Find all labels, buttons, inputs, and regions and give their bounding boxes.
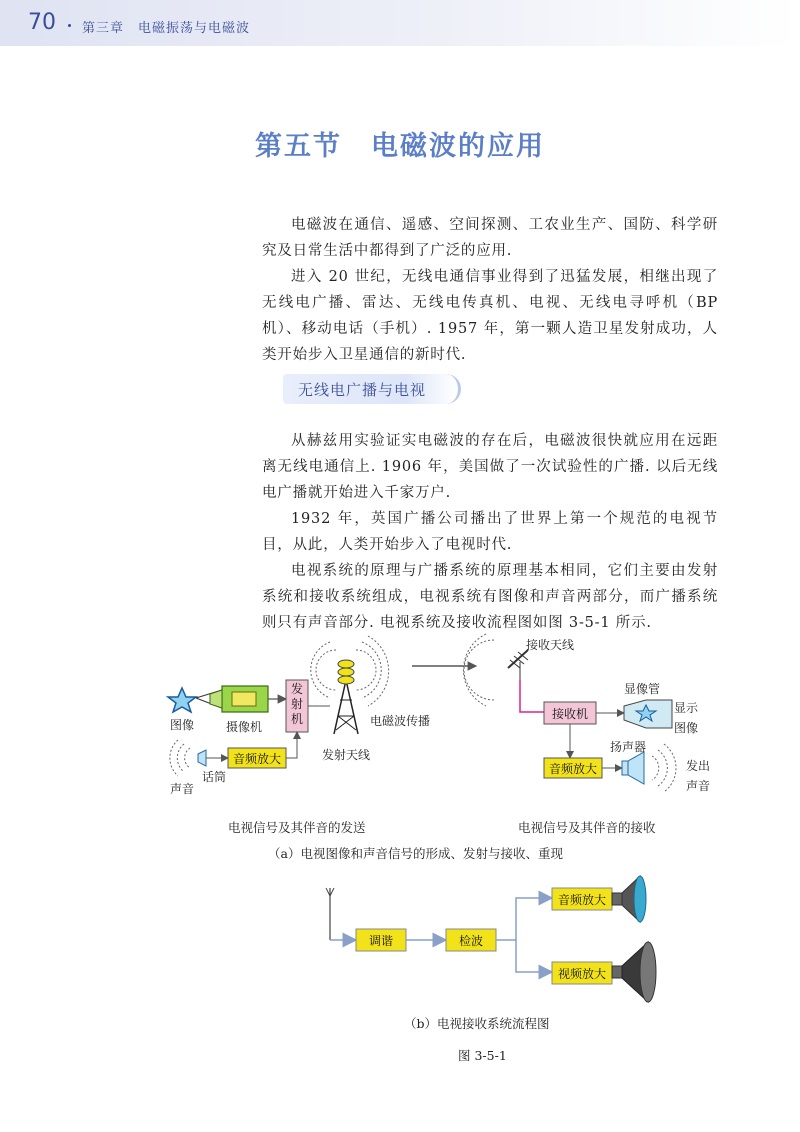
paragraph-history: 进入 20 世纪，无线电通信事业得到了迅猛发展，相继出现了无线电广播、雷达、无线电传真机、电视、无线电寻呼机（BP 机）、移动电话（手机）. 1957 年，第一颗人造卫星发射成功，人类开始步入卫星通信的新时代. xyxy=(262,269,718,363)
receive-antenna-icon xyxy=(463,634,528,706)
label-speaker: 扬声器 xyxy=(610,740,647,754)
figure-number: 图 3-5-1 xyxy=(458,1048,507,1063)
label-audio-amp: 音频放大 xyxy=(232,752,281,766)
label-sound: 声音 xyxy=(170,782,195,796)
label-tx-antenna: 发射天线 xyxy=(322,748,371,762)
paragraph-radio: 从赫兹用实验证实电磁波的存在后，电磁波很快就应用在远距离无线电通信上. 1906 年，美国做了一次试验性的广播. 以后无线电广播就开始进入千家万户. xyxy=(262,433,718,501)
camera-icon xyxy=(210,686,286,712)
label-tuning: 调谐 xyxy=(368,934,393,948)
label-b-audio-amp: 音频放大 xyxy=(557,893,606,907)
section-title: 第五节 电磁波的应用 xyxy=(255,131,545,162)
label-crt: 显像管 xyxy=(624,682,661,696)
label-rx-audio-amp: 音频放大 xyxy=(548,762,597,776)
page-number: 70 xyxy=(28,10,56,35)
caption-receive: 电视信号及其伴音的接收 xyxy=(518,820,656,835)
caption-figure-b: （b）电视接收系统流程图 xyxy=(404,1016,550,1031)
antenna-feed xyxy=(520,680,544,712)
label-display-image: 显示图像 xyxy=(674,701,699,735)
label-sound-out: 发出声音 xyxy=(686,759,711,793)
crt-icon xyxy=(624,700,672,728)
caption-figure-a: （a）电视图像和声音信号的形成、发射与接收、重现 xyxy=(268,846,563,861)
label-transmitter: 发射机 xyxy=(290,682,303,726)
label-b-video-amp: 视频放大 xyxy=(557,967,606,981)
caption-send: 电视信号及其伴音的发送 xyxy=(228,820,366,835)
chapter-title: 第三章 电磁振荡与电磁波 xyxy=(82,21,251,36)
label-rx-antenna: 接收天线 xyxy=(526,638,575,652)
label-receiver: 接收机 xyxy=(551,707,588,721)
scene-star-icon xyxy=(168,688,196,712)
label-detection: 检波 xyxy=(458,934,483,948)
label-image: 图像 xyxy=(170,718,195,732)
label-camera: 摄像机 xyxy=(226,720,263,734)
paragraph-intro: 电磁波在通信、遥感、空间探测、工农业生产、国防、科学研究及日常生活中都得到了广泛的应用. xyxy=(262,217,718,259)
audio-link xyxy=(286,732,297,758)
label-mic: 话筒 xyxy=(202,770,227,784)
label-em-propagation: 电磁波传播 xyxy=(370,714,431,728)
subsection-title: 无线电广播与电视 xyxy=(298,381,427,399)
paragraph-tv: 1932 年，英国广播公司播出了世界上第一个规范的电视节目，从此，人类开始步入了电视时代. xyxy=(262,511,718,553)
paragraph-system: 电视系统的原理与广播系统的原理基本相同，它们主要由发射系统和接收系统组成，电视系统有图像和声音两部分，而广播系统则只有声音部分. 电视系统及接收流程图如图 3-5-1 所示. xyxy=(262,563,718,631)
